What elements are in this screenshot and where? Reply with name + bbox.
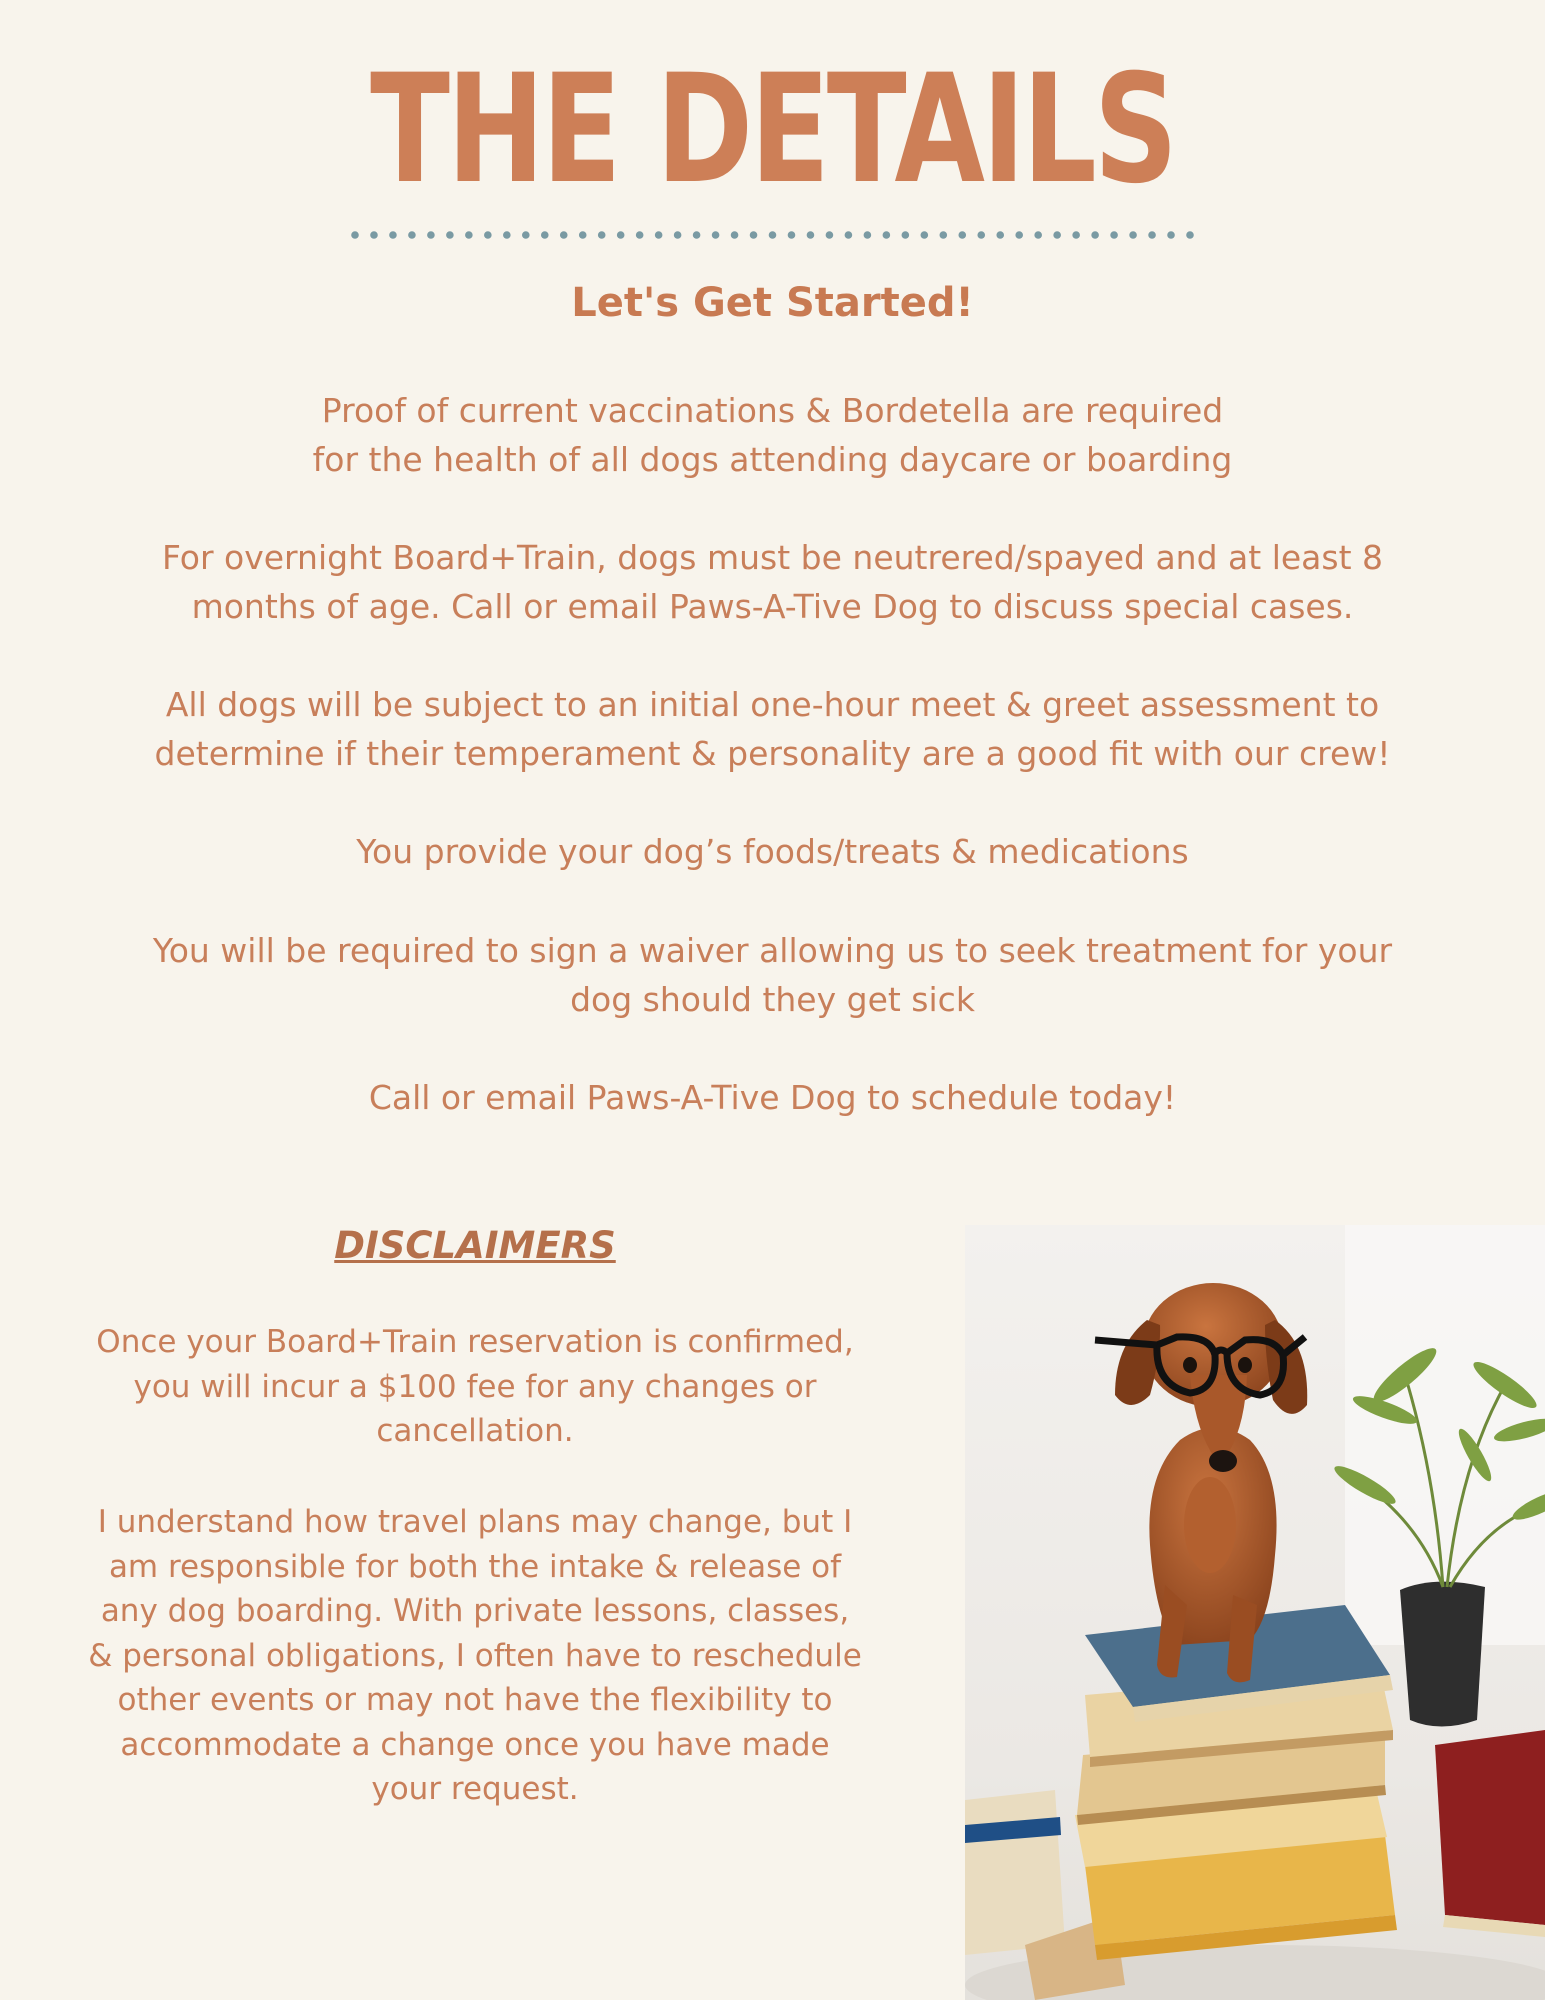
divider-dot: [864, 231, 872, 239]
dachshund-with-glasses-icon: [965, 1225, 1545, 2000]
divider-dot: [1053, 231, 1061, 239]
divider-dot: [1186, 231, 1194, 239]
divider-dot: [1167, 231, 1175, 239]
divider-dot: [370, 231, 378, 239]
divider-dot: [541, 231, 549, 239]
divider-dot: [1072, 231, 1080, 239]
divider-dot: [996, 231, 1004, 239]
detail-meet-and-greet: All dogs will be subject to an initial one-hour meet & greet assessment to determine if their temperament & personality are a good fit with our crew!: [154, 685, 1391, 773]
divider-dot: [1034, 231, 1042, 239]
divider-dot: [845, 231, 853, 239]
detail-schedule-cta: Call or email Paws-A-Tive Dog to schedule today!: [368, 1078, 1177, 1117]
disclaimers-heading: DISCLAIMERS: [334, 1224, 616, 1267]
divider-dot: [522, 231, 530, 239]
divider-dot: [484, 231, 492, 239]
divider-dot: [636, 231, 644, 239]
divider-dot: [351, 231, 359, 239]
divider-dot: [446, 231, 454, 239]
divider-dot: [674, 231, 682, 239]
divider-dot: [769, 231, 777, 239]
detail-waiver: You will be required to sign a waiver allowing us to seek treatment for your dog should they get sick: [152, 931, 1393, 1019]
divider-dot: [579, 231, 587, 239]
divider-dot: [693, 231, 701, 239]
dachshund-photo: [965, 1225, 1545, 2000]
divider-dot: [788, 231, 796, 239]
page-title: THE DETAILS: [370, 43, 1175, 217]
divider-dot: [1015, 231, 1023, 239]
divider-dot: [883, 231, 891, 239]
detail-board-train-requirements: For overnight Board+Train, dogs must be neutrered/spayed and at least 8 months of age. Call or email Paws-A-Tive Dog to discuss special cases.: [161, 538, 1384, 626]
detail-vaccinations: Proof of current vaccinations & Bordetella are required for the health of all dogs attending daycare or boarding: [312, 391, 1233, 479]
divider-dot: [427, 231, 435, 239]
divider-dot: [389, 231, 397, 239]
divider-dot: [655, 231, 663, 239]
divider-dot: [598, 231, 606, 239]
divider-dot: [1110, 231, 1118, 239]
divider-dot: [958, 231, 966, 239]
divider-dot: [826, 231, 834, 239]
divider-dot: [1129, 231, 1137, 239]
disclaimer-intake-release: I understand how travel plans may change, but I am responsible for both the intake & release of any dog boarding. With private lessons, classes, & personal obligations, I often have to reschedule other events or may not have the flexibility to accommodate a change once you have made your request.: [88, 1504, 862, 1807]
divider-dot: [750, 231, 758, 239]
divider-dot: [1148, 231, 1156, 239]
dotted-divider: [350, 230, 1195, 240]
divider-dot: [977, 231, 985, 239]
divider-dot: [617, 231, 625, 239]
divider-dot: [921, 231, 929, 239]
detail-food-medications: You provide your dog’s foods/treats & medications: [356, 832, 1189, 871]
divider-dot: [408, 231, 416, 239]
divider-dot: [902, 231, 910, 239]
disclaimer-cancellation-fee: Once your Board+Train reservation is confirmed, you will incur a $100 fee for any changes or cancellation.: [96, 1324, 854, 1449]
divider-dot: [465, 231, 473, 239]
divider-dot: [560, 231, 568, 239]
divider-dot: [731, 231, 739, 239]
divider-dot: [807, 231, 815, 239]
divider-dot: [1091, 231, 1099, 239]
divider-dot: [939, 231, 947, 239]
divider-dot: [712, 231, 720, 239]
section-subtitle: Let's Get Started!: [571, 280, 974, 326]
divider-dot: [503, 231, 511, 239]
